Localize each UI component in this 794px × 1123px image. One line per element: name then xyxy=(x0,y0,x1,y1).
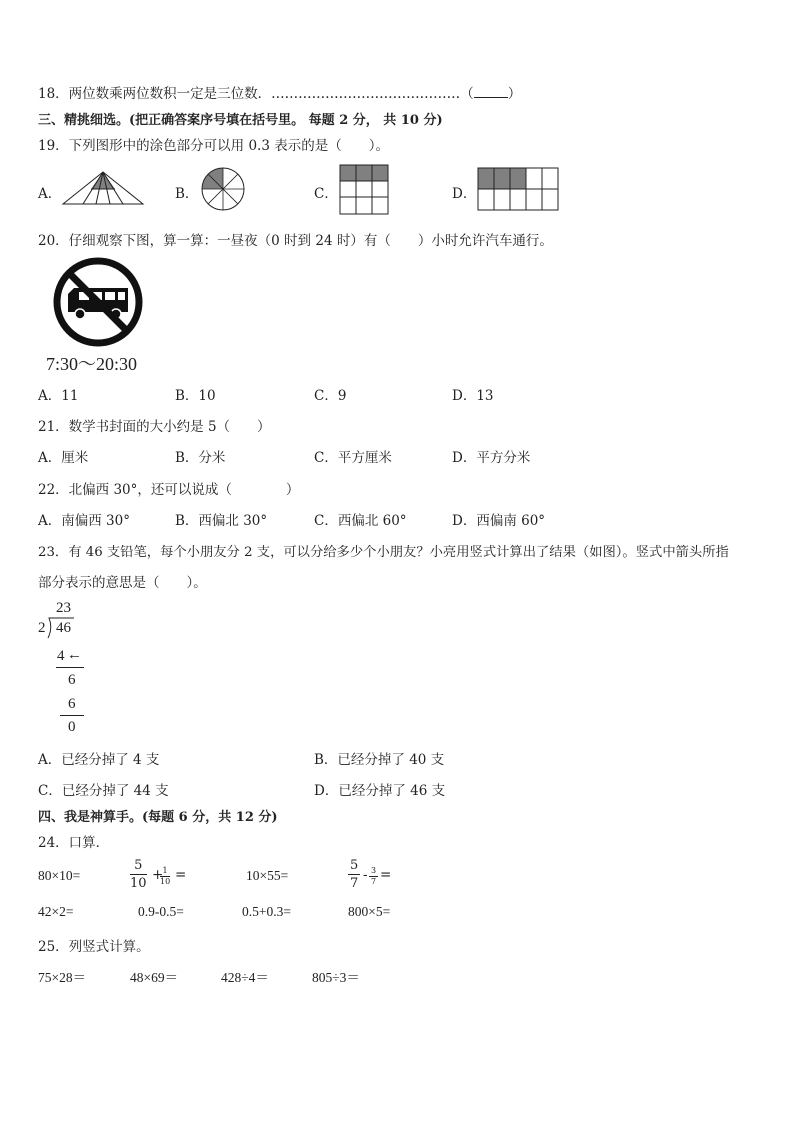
q24-item-3: 10×55= xyxy=(246,868,289,883)
division-arrow-icon: ← xyxy=(67,647,82,663)
q21-option-a[interactable]: A．厘米 xyxy=(38,450,89,466)
q19-option-b-label: B． xyxy=(175,186,199,202)
q21-option-c[interactable]: C．平方厘米 xyxy=(314,450,392,466)
q22-option-a[interactable]: A．南偏西 30° xyxy=(38,513,130,529)
division-quotient: 23 xyxy=(56,600,71,616)
q25-item-4: 805÷3＝ xyxy=(312,970,360,985)
q19-option-b-circle[interactable] xyxy=(200,166,246,212)
q24-item-4-den-a: 7 xyxy=(350,876,359,891)
q19-option-a-label: A． xyxy=(38,186,62,202)
q18-paren-open: （ xyxy=(460,86,474,102)
q19-text: 19．下列图形中的涂色部分可以用 0.3 表示的是（ ）。 xyxy=(38,138,389,154)
q25-text: 25．列竖式计算。 xyxy=(38,939,150,955)
division-step2: 6 xyxy=(68,696,76,712)
division-step1: 4 xyxy=(57,648,65,664)
q20-text: 20．仔细观察下图，算一算：一昼夜（0 时到 24 时）有（ ）小时允许汽车通行。 xyxy=(38,233,553,249)
q24-item-5: 42×2= xyxy=(38,904,74,919)
q24-item-2-fraction-b xyxy=(160,866,170,887)
q21-option-d[interactable]: D．平方分米 xyxy=(452,450,531,466)
q25-item-2: 48×69＝ xyxy=(130,970,179,985)
q23-option-b[interactable]: B．已经分掉了 40 支 xyxy=(314,752,445,768)
q22-text: 22．北偏西 30°，还可以说成（ ） xyxy=(38,482,300,498)
q24-item-4-minus: - xyxy=(363,867,368,883)
q18-paren-close: ） xyxy=(507,86,522,102)
q20-option-d[interactable]: D．13 xyxy=(452,388,494,404)
q21-text: 21．数学书封面的大小约是 5（ ） xyxy=(38,419,271,435)
q25-item-1: 75×28＝ xyxy=(38,970,87,985)
division-divisor: 2 xyxy=(38,620,46,636)
q24-item-6: 0.9-0.5= xyxy=(138,904,184,919)
q24-item-4-den-b: 7 xyxy=(371,877,377,886)
q24-item-2-num-b: 1 xyxy=(160,866,170,877)
q24-item-2-den-a: 10 xyxy=(130,876,147,891)
division-rule-1 xyxy=(56,667,84,668)
q24-text: 24．口算． xyxy=(38,835,110,851)
q24-item-8: 800×5= xyxy=(348,904,391,919)
q24-item-7: 0.5+0.3= xyxy=(242,904,291,919)
q24-item-2-den-b: 10 xyxy=(160,877,171,886)
no-bus-sign-icon xyxy=(52,256,144,348)
q24-item-4-fraction-a xyxy=(348,857,360,892)
q24-item-2-plus: + xyxy=(152,867,164,883)
q23-text-line2: 部分表示的意思是（ ）。 xyxy=(38,575,207,591)
q22-option-b[interactable]: B．西偏北 30° xyxy=(175,513,268,529)
long-division xyxy=(36,600,116,740)
q20-option-a[interactable]: A．11 xyxy=(38,388,79,404)
q24-item-4-fraction-b xyxy=(369,866,378,887)
q21-option-b[interactable]: B．分米 xyxy=(175,450,226,466)
q19-option-d-label: D． xyxy=(452,186,477,202)
q24-item-2-num-a: 5 xyxy=(130,857,147,875)
q24-item-4-num-a: 5 xyxy=(350,858,359,873)
q18-answer-blank[interactable] xyxy=(474,86,508,98)
q18-text: 18．两位数乘两位数积一定是三位数．…………………………………… xyxy=(38,86,461,102)
q24-item-2-equals: = xyxy=(175,867,187,883)
q24-item-4-num-b: 3 xyxy=(371,866,377,875)
q24-item-4-equals: = xyxy=(380,867,392,883)
q23-option-c[interactable]: C．已经分掉了 44 支 xyxy=(38,783,169,799)
q20-option-b[interactable]: B．10 xyxy=(175,388,216,404)
q20-option-c[interactable]: C．9 xyxy=(314,388,347,404)
q24-item-1: 80×10= xyxy=(38,868,81,883)
q19-option-d-grid[interactable] xyxy=(477,167,559,211)
q19-option-c-label: C． xyxy=(314,186,338,202)
q23-option-d[interactable]: D．已经分掉了 46 支 xyxy=(314,783,446,799)
q22-option-c[interactable]: C．西偏北 60° xyxy=(314,513,407,529)
q23-text-line1: 23．有 46 支铅笔，每个小朋友分 2 支，可以分给多少个小朋友？小亮用竖式计算出了结果（如图）。竖式中箭头所指 xyxy=(38,545,729,560)
q25-item-3: 428÷4＝ xyxy=(221,970,269,985)
q19-option-c-grid[interactable] xyxy=(339,164,389,215)
q23-option-a[interactable]: A．已经分掉了 4 支 xyxy=(38,752,160,768)
section3-title: 三、精挑细选。(把正确答案序号填在括号里。 每题 2 分， 共 10 分) xyxy=(38,113,443,128)
q24-item-2-fraction-a xyxy=(130,857,147,892)
division-rem1: 6 xyxy=(68,672,76,688)
q22-option-d[interactable]: D．西偏南 60° xyxy=(452,513,546,529)
q19-option-a-triangle[interactable] xyxy=(62,170,144,206)
sign-caption: 7:30～20:30 xyxy=(46,354,138,374)
q18 xyxy=(38,82,521,102)
division-rule-2 xyxy=(60,715,84,716)
division-dividend: 46 xyxy=(56,620,71,636)
division-rem2: 0 xyxy=(68,719,76,735)
section4-title: 四、我是神算手。(每题 6 分，共 12 分) xyxy=(38,810,278,825)
